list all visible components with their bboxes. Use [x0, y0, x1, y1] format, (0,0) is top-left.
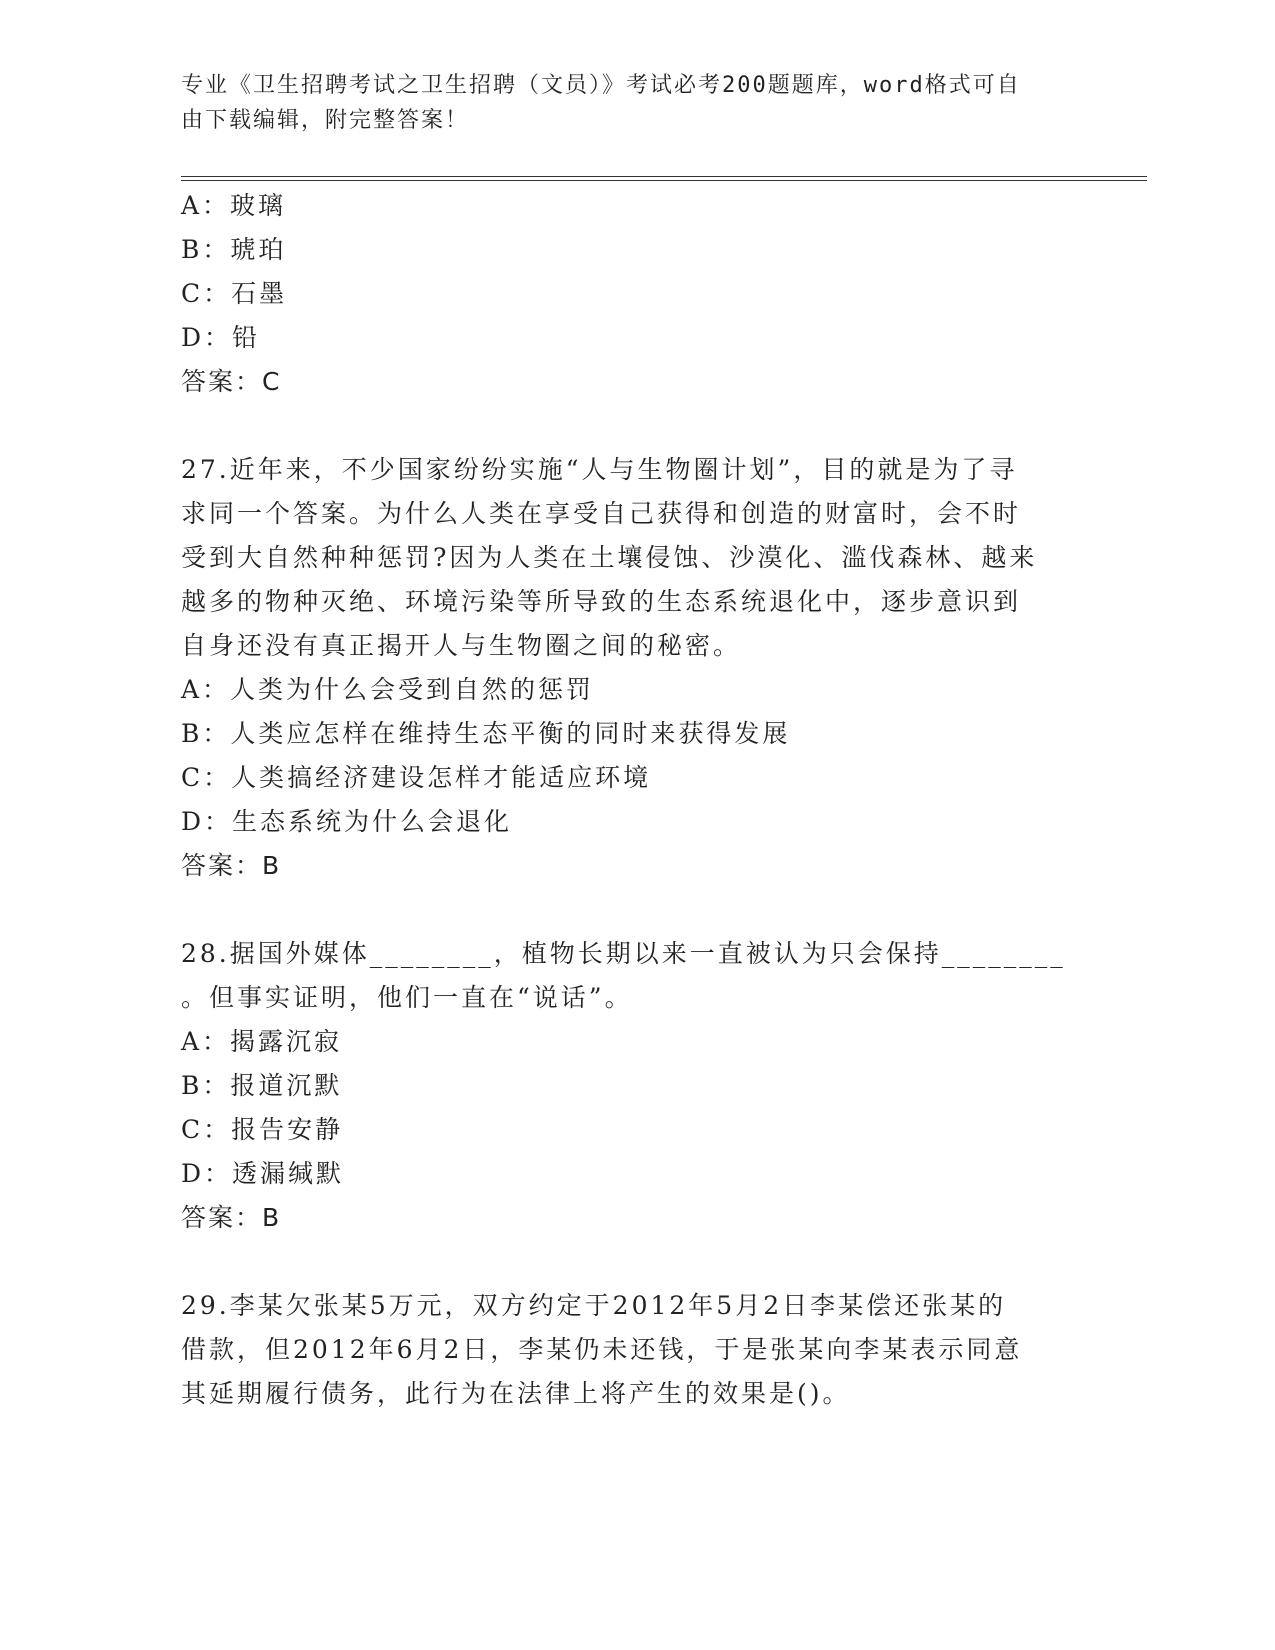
- question-text-line: 越多的物种灭绝、环境污染等所导致的生态系统退化中，逐步意识到: [181, 587, 1022, 616]
- question-26: [181, 184, 1041, 404]
- header-line-1: 专业《卫生招聘考试之卫生招聘（文员）》考试必考200题题库，word格式可自: [181, 73, 1021, 98]
- question-text-line: 自身还没有真正揭开人与生物圈之间的秘密。: [181, 631, 742, 660]
- question-text-line: 28.据国外媒体________，植物长期以来一直被认为只会保持________: [181, 939, 1066, 968]
- answer: 答案：C: [181, 367, 282, 396]
- question-text-line: 27.近年来，不少国家纷纷实施“人与生物圈计划”，目的就是为了寻: [181, 455, 1018, 484]
- option-b: B：琥珀: [181, 235, 287, 264]
- question-text-line: 借款，但2012年6月2日，李某仍未还钱，于是张某向李某表示同意: [181, 1335, 1023, 1364]
- option-d: D：铅: [181, 323, 261, 352]
- question-27: [181, 448, 1041, 888]
- question-28: [181, 932, 1066, 1240]
- header-divider: [181, 176, 1147, 181]
- option-b: B：报道沉默: [181, 1071, 343, 1100]
- answer: 答案：B: [181, 1203, 282, 1232]
- question-text-line: 其延期履行债务，此行为在法律上将产生的效果是()。: [181, 1379, 851, 1408]
- option-d: D：透漏缄默: [181, 1159, 345, 1188]
- option-a: A：揭露沉寂: [181, 1027, 343, 1056]
- option-c: C：石墨: [181, 279, 288, 308]
- question-text-line: 求同一个答案。为什么人类在享受自己获得和创造的财富时，会不时: [181, 499, 1022, 528]
- question-text-line: 29.李某欠张某5万元，双方约定于2012年5月2日李某偿还张某的: [181, 1291, 1007, 1320]
- question-29: [181, 1284, 1041, 1416]
- option-b: B：人类应怎样在维持生态平衡的同时来获得发展: [181, 719, 791, 748]
- answer: 答案：B: [181, 851, 282, 880]
- question-text-line: 。但事实证明，他们一直在“说话”。: [181, 983, 633, 1012]
- document-page: [181, 68, 1081, 1408]
- header-line-2: 由下载编辑，附完整答案！: [181, 108, 470, 133]
- option-a: A：玻璃: [181, 191, 287, 220]
- question-text-line: 受到大自然种种惩罚?因为人类在土壤侵蚀、沙漠化、滥伐森林、越来: [181, 543, 1038, 572]
- option-d: D：生态系统为什么会退化: [181, 807, 513, 836]
- document-header: [181, 68, 1041, 138]
- option-c: C：人类搞经济建设怎样才能适应环境: [181, 763, 652, 792]
- question-list: [181, 184, 1066, 1416]
- option-c: C：报告安静: [181, 1115, 344, 1144]
- option-a: A：人类为什么会受到自然的惩罚: [181, 675, 595, 704]
